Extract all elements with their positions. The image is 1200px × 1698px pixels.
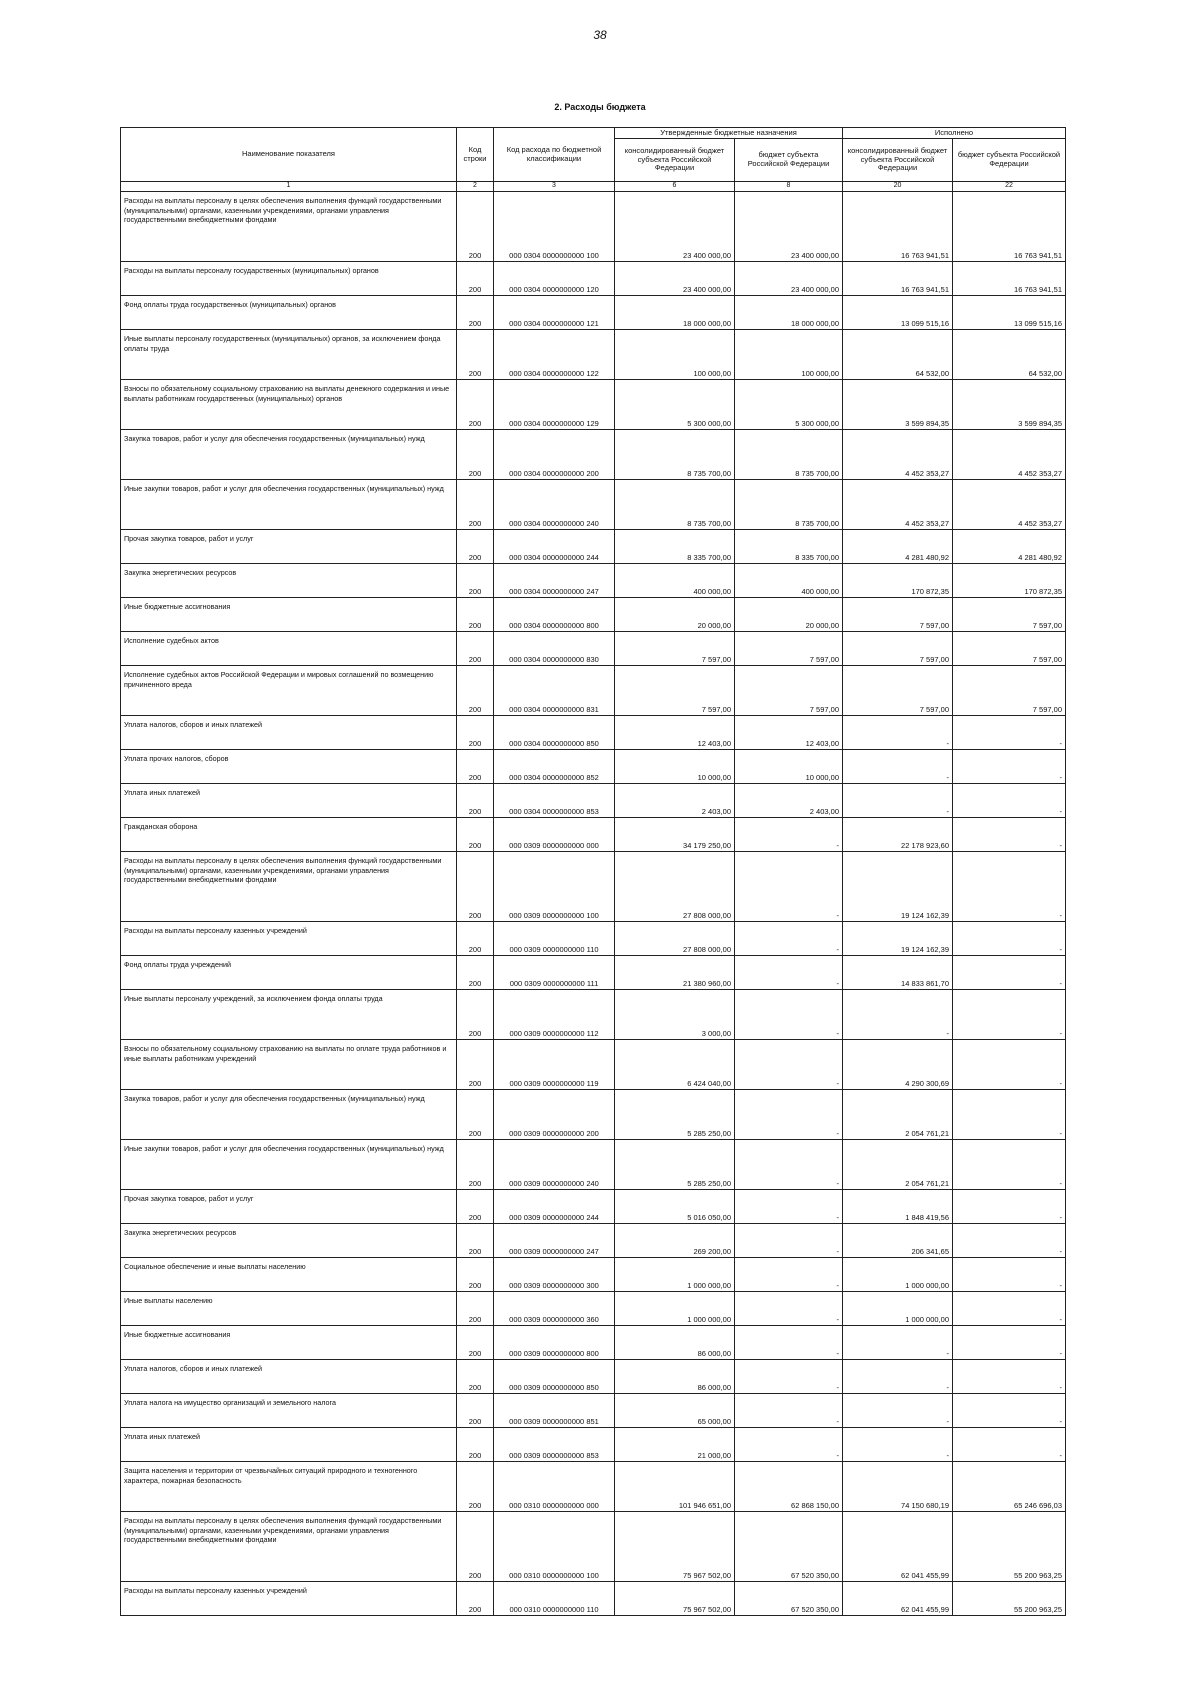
row-approved-consolidated: 23 400 000,00	[615, 192, 735, 262]
row-classification-code: 000 0304 0000000000 247	[494, 564, 615, 598]
table-row	[121, 716, 1066, 750]
header-name: Наименование показателя	[121, 128, 457, 182]
row-approved-subject: 20 000,00	[735, 598, 843, 632]
header-line-code: Код строки	[457, 128, 494, 182]
row-line-code: 200	[457, 922, 494, 956]
row-approved-consolidated: 3 000,00	[615, 990, 735, 1040]
row-line-code: 200	[457, 564, 494, 598]
row-name: Исполнение судебных актов Российской Федерации и мировых соглашений по возмещению причиненного вреда	[121, 666, 457, 716]
table-row	[121, 480, 1066, 530]
row-classification-code: 000 0304 0000000000 100	[494, 192, 615, 262]
table-row	[121, 1394, 1066, 1428]
page-number: 38	[593, 28, 607, 42]
table-row	[121, 818, 1066, 852]
row-approved-subject: -	[735, 990, 843, 1040]
table-row	[121, 1512, 1066, 1582]
row-executed-subject: -	[953, 750, 1066, 784]
row-approved-consolidated: 5 285 250,00	[615, 1140, 735, 1190]
table-row	[121, 296, 1066, 330]
row-line-code: 200	[457, 192, 494, 262]
row-executed-consolidated: 2 054 761,21	[843, 1140, 953, 1190]
expenditure-table	[120, 127, 1066, 1616]
row-executed-subject: -	[953, 1140, 1066, 1190]
row-line-code: 200	[457, 1394, 494, 1428]
row-name: Расходы на выплаты персоналу государственных (муниципальных) органов	[121, 262, 457, 296]
table-row	[121, 564, 1066, 598]
row-approved-consolidated: 8 335 700,00	[615, 530, 735, 564]
row-approved-consolidated: 6 424 040,00	[615, 1040, 735, 1090]
row-approved-consolidated: 21 000,00	[615, 1428, 735, 1462]
row-executed-consolidated: 1 000 000,00	[843, 1292, 953, 1326]
col-number: 2	[457, 182, 494, 192]
row-classification-code: 000 0304 0000000000 244	[494, 530, 615, 564]
row-name: Уплата налогов, сборов и иных платежей	[121, 1360, 457, 1394]
row-name: Иные выплаты персоналу учреждений, за исключением фонда оплаты труда	[121, 990, 457, 1040]
table-row	[121, 956, 1066, 990]
col-number: 3	[494, 182, 615, 192]
row-approved-consolidated: 18 000 000,00	[615, 296, 735, 330]
row-approved-subject: 5 300 000,00	[735, 380, 843, 430]
row-classification-code: 000 0309 0000000000 119	[494, 1040, 615, 1090]
row-approved-subject: -	[735, 1428, 843, 1462]
row-approved-subject: -	[735, 1394, 843, 1428]
row-executed-consolidated: 4 452 353,27	[843, 480, 953, 530]
row-executed-consolidated: 16 763 941,51	[843, 262, 953, 296]
row-executed-consolidated: 1 000 000,00	[843, 1258, 953, 1292]
row-executed-subject: 65 246 696,03	[953, 1462, 1066, 1512]
row-approved-subject: 8 335 700,00	[735, 530, 843, 564]
row-approved-consolidated: 34 179 250,00	[615, 818, 735, 852]
row-approved-subject: 18 000 000,00	[735, 296, 843, 330]
row-classification-code: 000 0304 0000000000 129	[494, 380, 615, 430]
row-executed-subject: 16 763 941,51	[953, 262, 1066, 296]
row-classification-code: 000 0304 0000000000 852	[494, 750, 615, 784]
table-row	[121, 1140, 1066, 1190]
row-approved-subject: -	[735, 818, 843, 852]
row-classification-code: 000 0304 0000000000 122	[494, 330, 615, 380]
row-approved-consolidated: 1 000 000,00	[615, 1258, 735, 1292]
row-executed-consolidated: 7 597,00	[843, 632, 953, 666]
row-executed-subject: 4 452 353,27	[953, 480, 1066, 530]
table-row	[121, 1360, 1066, 1394]
row-classification-code: 000 0309 0000000000 200	[494, 1090, 615, 1140]
table-body	[121, 192, 1066, 1616]
row-approved-consolidated: 8 735 700,00	[615, 430, 735, 480]
row-executed-subject: -	[953, 922, 1066, 956]
row-approved-subject: 12 403,00	[735, 716, 843, 750]
row-name: Гражданская оборона	[121, 818, 457, 852]
row-approved-consolidated: 12 403,00	[615, 716, 735, 750]
table-row	[121, 750, 1066, 784]
row-executed-consolidated: 62 041 455,99	[843, 1512, 953, 1582]
row-line-code: 200	[457, 530, 494, 564]
row-line-code: 200	[457, 1360, 494, 1394]
row-executed-consolidated: -	[843, 1394, 953, 1428]
row-executed-consolidated: 170 872,35	[843, 564, 953, 598]
row-approved-consolidated: 20 000,00	[615, 598, 735, 632]
row-executed-consolidated: -	[843, 750, 953, 784]
row-classification-code: 000 0309 0000000000 111	[494, 956, 615, 990]
row-classification-code: 000 0309 0000000000 850	[494, 1360, 615, 1394]
row-executed-consolidated: 4 281 480,92	[843, 530, 953, 564]
row-line-code: 200	[457, 330, 494, 380]
row-executed-consolidated: 2 054 761,21	[843, 1090, 953, 1140]
row-approved-subject: 67 520 350,00	[735, 1512, 843, 1582]
row-approved-subject: -	[735, 922, 843, 956]
row-executed-subject: 7 597,00	[953, 632, 1066, 666]
row-line-code: 200	[457, 852, 494, 922]
row-classification-code: 000 0309 0000000000 240	[494, 1140, 615, 1190]
row-executed-subject: 16 763 941,51	[953, 192, 1066, 262]
row-classification-code: 000 0309 0000000000 100	[494, 852, 615, 922]
row-name: Уплата иных платежей	[121, 1428, 457, 1462]
row-approved-consolidated: 27 808 000,00	[615, 852, 735, 922]
row-approved-consolidated: 400 000,00	[615, 564, 735, 598]
row-executed-subject: -	[953, 1224, 1066, 1258]
table-row	[121, 1040, 1066, 1090]
row-approved-consolidated: 75 967 502,00	[615, 1512, 735, 1582]
row-executed-consolidated: 7 597,00	[843, 598, 953, 632]
row-name: Взносы по обязательному социальному страхованию на выплаты по оплате труда работников и иные выплаты работникам учреждений	[121, 1040, 457, 1090]
row-classification-code: 000 0304 0000000000 800	[494, 598, 615, 632]
row-classification-code: 000 0304 0000000000 121	[494, 296, 615, 330]
row-executed-subject: 170 872,35	[953, 564, 1066, 598]
row-classification-code: 000 0309 0000000000 000	[494, 818, 615, 852]
row-executed-subject: -	[953, 1360, 1066, 1394]
row-executed-subject: 13 099 515,16	[953, 296, 1066, 330]
table-row	[121, 598, 1066, 632]
table-row	[121, 430, 1066, 480]
row-line-code: 200	[457, 262, 494, 296]
row-approved-consolidated: 23 400 000,00	[615, 262, 735, 296]
row-line-code: 200	[457, 1090, 494, 1140]
row-approved-subject: -	[735, 1258, 843, 1292]
row-approved-consolidated: 1 000 000,00	[615, 1292, 735, 1326]
header-approved-subject: бюджет субъекта Российской Федерации	[735, 139, 843, 182]
row-approved-subject: -	[735, 1224, 843, 1258]
row-line-code: 200	[457, 380, 494, 430]
row-executed-consolidated: -	[843, 1428, 953, 1462]
row-executed-consolidated: 62 041 455,99	[843, 1582, 953, 1616]
row-executed-subject: -	[953, 1040, 1066, 1090]
row-classification-code: 000 0310 0000000000 100	[494, 1512, 615, 1582]
row-classification-code: 000 0309 0000000000 244	[494, 1190, 615, 1224]
row-executed-subject: -	[953, 716, 1066, 750]
row-executed-consolidated: 4 290 300,69	[843, 1040, 953, 1090]
row-executed-subject: 3 599 894,35	[953, 380, 1066, 430]
row-executed-consolidated: 3 599 894,35	[843, 380, 953, 430]
row-line-code: 200	[457, 1190, 494, 1224]
row-name: Иные закупки товаров, работ и услуг для обеспечения государственных (муниципальных) нужд	[121, 480, 457, 530]
header-executed-consolidated: консолидированный бюджет субъекта Российской Федерации	[843, 139, 953, 182]
row-executed-consolidated: -	[843, 716, 953, 750]
table-row	[121, 1292, 1066, 1326]
row-line-code: 200	[457, 1326, 494, 1360]
row-classification-code: 000 0309 0000000000 247	[494, 1224, 615, 1258]
row-classification-code: 000 0304 0000000000 240	[494, 480, 615, 530]
table-row	[121, 330, 1066, 380]
row-executed-consolidated: 64 532,00	[843, 330, 953, 380]
table-header	[121, 128, 1066, 192]
row-classification-code: 000 0304 0000000000 831	[494, 666, 615, 716]
row-approved-subject: -	[735, 1360, 843, 1394]
row-executed-consolidated: 19 124 162,39	[843, 922, 953, 956]
row-name: Расходы на выплаты персоналу казенных учреждений	[121, 1582, 457, 1616]
row-name: Иные выплаты персоналу государственных (муниципальных) органов, за исключением фонда оплаты труда	[121, 330, 457, 380]
table-row	[121, 1224, 1066, 1258]
row-line-code: 200	[457, 716, 494, 750]
row-executed-subject: 64 532,00	[953, 330, 1066, 380]
table-row	[121, 1258, 1066, 1292]
row-approved-consolidated: 101 946 651,00	[615, 1462, 735, 1512]
row-name: Закупка товаров, работ и услуг для обеспечения государственных (муниципальных) нужд	[121, 430, 457, 480]
row-name: Фонд оплаты труда учреждений	[121, 956, 457, 990]
row-line-code: 200	[457, 956, 494, 990]
row-approved-subject: 23 400 000,00	[735, 262, 843, 296]
row-line-code: 200	[457, 1292, 494, 1326]
row-executed-consolidated: 1 848 419,56	[843, 1190, 953, 1224]
row-approved-consolidated: 86 000,00	[615, 1326, 735, 1360]
table-row	[121, 1190, 1066, 1224]
row-line-code: 200	[457, 296, 494, 330]
row-approved-consolidated: 8 735 700,00	[615, 480, 735, 530]
row-approved-subject: 7 597,00	[735, 632, 843, 666]
table-row	[121, 1326, 1066, 1360]
row-approved-subject: 23 400 000,00	[735, 192, 843, 262]
row-executed-consolidated: 7 597,00	[843, 666, 953, 716]
row-executed-consolidated: 22 178 923,60	[843, 818, 953, 852]
header-executed-group: Исполнено	[843, 128, 1066, 139]
row-approved-subject: -	[735, 1140, 843, 1190]
row-line-code: 200	[457, 784, 494, 818]
row-executed-consolidated: -	[843, 1360, 953, 1394]
row-executed-consolidated: -	[843, 784, 953, 818]
row-approved-subject: -	[735, 1090, 843, 1140]
row-approved-subject: -	[735, 1040, 843, 1090]
table-row	[121, 530, 1066, 564]
table-row	[121, 1428, 1066, 1462]
row-approved-subject: 400 000,00	[735, 564, 843, 598]
row-name: Исполнение судебных актов	[121, 632, 457, 666]
row-classification-code: 000 0304 0000000000 200	[494, 430, 615, 480]
row-name: Закупка энергетических ресурсов	[121, 1224, 457, 1258]
row-approved-subject: -	[735, 852, 843, 922]
row-approved-consolidated: 21 380 960,00	[615, 956, 735, 990]
row-name: Расходы на выплаты персоналу в целях обеспечения выполнения функций государственными (муниципальными) органами, казенными учреждениями, органами управления государственными внебюджетными фондами	[121, 1512, 457, 1582]
row-approved-consolidated: 65 000,00	[615, 1394, 735, 1428]
row-approved-consolidated: 5 300 000,00	[615, 380, 735, 430]
row-approved-subject: 8 735 700,00	[735, 480, 843, 530]
row-line-code: 200	[457, 480, 494, 530]
row-executed-subject: -	[953, 1090, 1066, 1140]
row-approved-subject: 100 000,00	[735, 330, 843, 380]
row-executed-consolidated: 14 833 861,70	[843, 956, 953, 990]
header-approved-consolidated: консолидированный бюджет субъекта Российской Федерации	[615, 139, 735, 182]
row-classification-code: 000 0309 0000000000 853	[494, 1428, 615, 1462]
row-line-code: 200	[457, 1040, 494, 1090]
row-executed-subject: -	[953, 990, 1066, 1040]
col-number: 22	[953, 182, 1066, 192]
row-executed-consolidated: -	[843, 1326, 953, 1360]
row-executed-subject: -	[953, 852, 1066, 922]
row-approved-subject: 62 868 150,00	[735, 1462, 843, 1512]
row-name: Иные выплаты населению	[121, 1292, 457, 1326]
row-executed-consolidated: 206 341,65	[843, 1224, 953, 1258]
row-classification-code: 000 0304 0000000000 120	[494, 262, 615, 296]
row-name: Прочая закупка товаров, работ и услуг	[121, 530, 457, 564]
col-number: 6	[615, 182, 735, 192]
row-line-code: 200	[457, 1462, 494, 1512]
row-approved-consolidated: 27 808 000,00	[615, 922, 735, 956]
row-executed-subject: -	[953, 1258, 1066, 1292]
row-executed-subject: -	[953, 1326, 1066, 1360]
row-name: Закупка товаров, работ и услуг для обеспечения государственных (муниципальных) нужд	[121, 1090, 457, 1140]
row-line-code: 200	[457, 1258, 494, 1292]
row-classification-code: 000 0304 0000000000 850	[494, 716, 615, 750]
header-executed-subject: бюджет субъекта Российской Федерации	[953, 139, 1066, 182]
row-name: Социальное обеспечение и иные выплаты населению	[121, 1258, 457, 1292]
table-row	[121, 784, 1066, 818]
row-line-code: 200	[457, 598, 494, 632]
row-executed-subject: -	[953, 1428, 1066, 1462]
row-approved-consolidated: 100 000,00	[615, 330, 735, 380]
col-number: 20	[843, 182, 953, 192]
row-name: Фонд оплаты труда государственных (муниципальных) органов	[121, 296, 457, 330]
row-executed-subject: -	[953, 784, 1066, 818]
row-approved-consolidated: 75 967 502,00	[615, 1582, 735, 1616]
row-classification-code: 000 0304 0000000000 853	[494, 784, 615, 818]
row-line-code: 200	[457, 818, 494, 852]
row-executed-subject: -	[953, 1190, 1066, 1224]
table-row	[121, 192, 1066, 262]
row-line-code: 200	[457, 1512, 494, 1582]
row-name: Уплата налогов, сборов и иных платежей	[121, 716, 457, 750]
row-line-code: 200	[457, 1224, 494, 1258]
row-approved-subject: 67 520 350,00	[735, 1582, 843, 1616]
table-row	[121, 1462, 1066, 1512]
row-name: Защита населения и территории от чрезвычайных ситуаций природного и техногенного характера, пожарная безопасность	[121, 1462, 457, 1512]
header-classification-code: Код расхода по бюджетной классификации	[494, 128, 615, 182]
col-number: 8	[735, 182, 843, 192]
table-row	[121, 990, 1066, 1040]
row-executed-subject: -	[953, 1292, 1066, 1326]
row-executed-subject: -	[953, 1394, 1066, 1428]
row-approved-consolidated: 7 597,00	[615, 666, 735, 716]
table-row	[121, 632, 1066, 666]
row-approved-subject: -	[735, 1190, 843, 1224]
row-executed-consolidated: 74 150 680,19	[843, 1462, 953, 1512]
row-name: Расходы на выплаты персоналу казенных учреждений	[121, 922, 457, 956]
row-name: Уплата иных платежей	[121, 784, 457, 818]
row-name: Уплата прочих налогов, сборов	[121, 750, 457, 784]
row-name: Прочая закупка товаров, работ и услуг	[121, 1190, 457, 1224]
row-name: Уплата налога на имущество организаций и земельного налога	[121, 1394, 457, 1428]
row-name: Иные бюджетные ассигнования	[121, 1326, 457, 1360]
header-approved-group: Утвержденные бюджетные назначения	[615, 128, 843, 139]
row-approved-consolidated: 2 403,00	[615, 784, 735, 818]
table-row	[121, 666, 1066, 716]
table-row	[121, 1090, 1066, 1140]
row-name: Иные закупки товаров, работ и услуг для обеспечения государственных (муниципальных) нужд	[121, 1140, 457, 1190]
table-row	[121, 380, 1066, 430]
row-line-code: 200	[457, 632, 494, 666]
row-approved-subject: 2 403,00	[735, 784, 843, 818]
table-row	[121, 852, 1066, 922]
row-approved-consolidated: 269 200,00	[615, 1224, 735, 1258]
row-line-code: 200	[457, 750, 494, 784]
row-executed-consolidated: 19 124 162,39	[843, 852, 953, 922]
row-executed-consolidated: 4 452 353,27	[843, 430, 953, 480]
row-classification-code: 000 0309 0000000000 851	[494, 1394, 615, 1428]
row-executed-subject: 55 200 963,25	[953, 1582, 1066, 1616]
row-classification-code: 000 0309 0000000000 800	[494, 1326, 615, 1360]
row-approved-subject: -	[735, 956, 843, 990]
row-executed-subject: 4 452 353,27	[953, 430, 1066, 480]
row-line-code: 200	[457, 1428, 494, 1462]
row-classification-code: 000 0309 0000000000 360	[494, 1292, 615, 1326]
row-approved-consolidated: 5 285 250,00	[615, 1090, 735, 1140]
row-executed-subject: 55 200 963,25	[953, 1512, 1066, 1582]
row-executed-subject: -	[953, 818, 1066, 852]
row-name: Иные бюджетные ассигнования	[121, 598, 457, 632]
row-approved-subject: 10 000,00	[735, 750, 843, 784]
row-executed-subject: 4 281 480,92	[953, 530, 1066, 564]
row-classification-code: 000 0309 0000000000 110	[494, 922, 615, 956]
row-line-code: 200	[457, 666, 494, 716]
row-classification-code: 000 0309 0000000000 300	[494, 1258, 615, 1292]
row-approved-consolidated: 7 597,00	[615, 632, 735, 666]
table-row	[121, 1582, 1066, 1616]
row-approved-subject: -	[735, 1326, 843, 1360]
row-line-code: 200	[457, 990, 494, 1040]
table-row	[121, 262, 1066, 296]
row-approved-subject: -	[735, 1292, 843, 1326]
row-approved-subject: 8 735 700,00	[735, 430, 843, 480]
row-name: Взносы по обязательному социальному страхованию на выплаты денежного содержания и иные выплаты работникам государственных (муниципальных) органов	[121, 380, 457, 430]
row-approved-subject: 7 597,00	[735, 666, 843, 716]
row-executed-consolidated: 13 099 515,16	[843, 296, 953, 330]
row-executed-subject: -	[953, 956, 1066, 990]
row-approved-consolidated: 86 000,00	[615, 1360, 735, 1394]
row-line-code: 200	[457, 1582, 494, 1616]
row-approved-consolidated: 5 016 050,00	[615, 1190, 735, 1224]
row-classification-code: 000 0309 0000000000 112	[494, 990, 615, 1040]
section-title: 2. Расходы бюджета	[554, 102, 646, 112]
row-classification-code: 000 0304 0000000000 830	[494, 632, 615, 666]
table-row	[121, 922, 1066, 956]
row-name: Расходы на выплаты персоналу в целях обеспечения выполнения функций государственными (муниципальными) органами, казенными учреждениями, органами управления государственными внебюджетными фондами	[121, 192, 457, 262]
row-line-code: 200	[457, 1140, 494, 1190]
row-executed-consolidated: 16 763 941,51	[843, 192, 953, 262]
row-classification-code: 000 0310 0000000000 000	[494, 1462, 615, 1512]
row-name: Расходы на выплаты персоналу в целях обеспечения выполнения функций государственными (муниципальными) органами, казенными учреждениями, органами управления государственными внебюджетными фондами	[121, 852, 457, 922]
row-line-code: 200	[457, 430, 494, 480]
row-name: Закупка энергетических ресурсов	[121, 564, 457, 598]
row-approved-consolidated: 10 000,00	[615, 750, 735, 784]
col-number: 1	[121, 182, 457, 192]
row-executed-consolidated: -	[843, 990, 953, 1040]
row-executed-subject: 7 597,00	[953, 666, 1066, 716]
row-executed-subject: 7 597,00	[953, 598, 1066, 632]
row-classification-code: 000 0310 0000000000 110	[494, 1582, 615, 1616]
